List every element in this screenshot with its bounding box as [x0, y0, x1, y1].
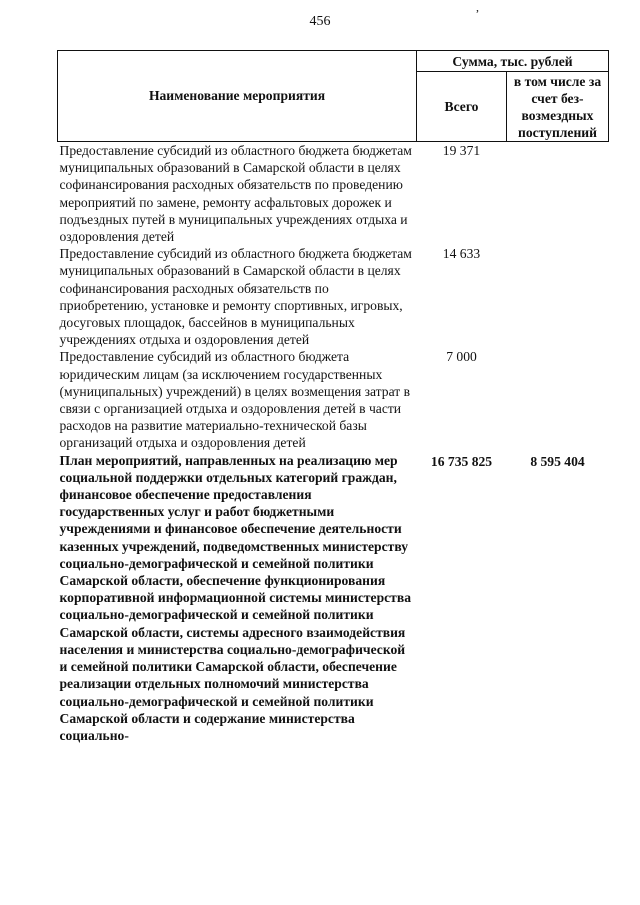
- page-number: 456: [309, 14, 331, 29]
- table-row: [58, 245, 609, 348]
- row-total: 7 000: [446, 349, 477, 365]
- margin-mark: ,: [476, 0, 479, 14]
- row-activity-name: План мероприятий, направленных на реализацию мер социальной поддержки отдельных категорий граждан, финансовое обеспечение предоставления государственных услуг и работ бюджетными учреждениями и финансовое обеспечение деятельности казенных учреждений, подведомственных министерству социально-демографической и семейной политики Самарской области, обеспечение функционирования корпоративной информационной системы министерства социально-демографической и семейной политики Самарской области, системы адресного взаимодействия населения и министерства социально-демографической и семейной политики Самарской области, обеспечение реализации отдельных полномочий министерства социально-демографической и семейной политики Самарской области и содержание министерства социально-: [59, 452, 411, 743]
- header-activity-name: Наименование мероприятия: [58, 51, 417, 142]
- header-total: Всего: [417, 72, 507, 142]
- table-row: [58, 348, 609, 451]
- row-total: 16 735 825: [430, 453, 493, 469]
- header-sum-group: Сумма, тыс. рублей: [417, 51, 609, 72]
- row-activity-name: Предоставление субсидий из областного бюджета бюджетам муниципальных образований в Самарской области в целях софинансирования расходных обязательств по приобретению, установке и ремонту спортивных, игровых, досуговых площадок, бассейнов в муниципальных учреждениях отдыха и оздоровления детей: [59, 246, 412, 348]
- row-total: 19 371: [442, 143, 481, 158]
- row-including: 8 595 404: [530, 453, 585, 469]
- table-row: [58, 452, 609, 744]
- row-total: 14 633: [442, 246, 481, 262]
- row-activity-name: Предоставление субсидий из областного бюджета юридическим лицам (за исключением государственных (муниципальных) учреждений) в целях возмещения затрат в связи с организацией отдыха и оздоровления детей в части расходов на развитие материально-технической базы организаций отдыха и оздоровления детей: [59, 349, 411, 451]
- budget-table: [57, 50, 609, 744]
- table-row: [58, 142, 609, 246]
- header-including-grants: в том числе за счет без-возмездных поступлений: [507, 72, 609, 142]
- row-activity-name: Предоставление субсидий из областного бюджета бюджетам муниципальных образований в Самарской области в целях софинансирования расходных обязательств по проведению мероприятий по замене, ремонту асфальтовых дорожек и подъездных путей в муниципальных учреждениях отдыха и оздоровления детей: [59, 143, 412, 245]
- row-including: [507, 142, 609, 246]
- row-including: [507, 245, 609, 348]
- row-including: [507, 348, 609, 451]
